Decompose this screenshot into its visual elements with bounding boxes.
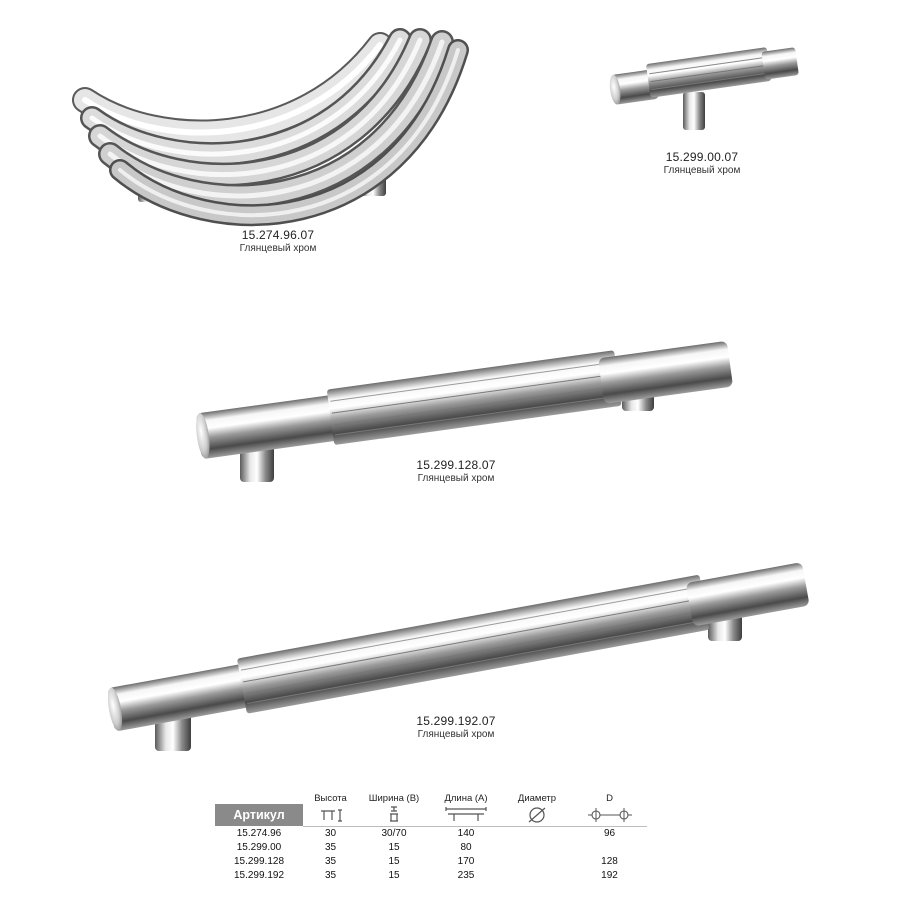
product-code: 15.299.128.07 [416, 458, 496, 472]
product-finish: Глянцевый хром [239, 243, 317, 254]
table-row [215, 854, 647, 868]
table-row [215, 840, 647, 854]
product-caption [356, 458, 556, 486]
t-knob-image [607, 43, 799, 130]
height-cell: 35 [324, 869, 337, 881]
product-caption [602, 150, 802, 178]
table-row [215, 868, 647, 882]
product-finish: Глянцевый хром [417, 473, 495, 484]
product-caption [356, 714, 556, 742]
article-cell: 15.274.96 [236, 827, 282, 839]
table-row [215, 826, 647, 840]
center-distance-cell: 128 [601, 855, 618, 867]
spec-header-labels [215, 788, 647, 804]
center-distance-cell: 192 [601, 869, 618, 881]
length-cell: 140 [457, 827, 475, 839]
curved-ribbed-handle-image [85, 40, 458, 215]
product-caption [178, 228, 378, 256]
width-cell: 30/70 [381, 827, 407, 839]
width-cell: 15 [388, 869, 400, 881]
diameter-icon [502, 804, 572, 826]
product-finish: Глянцевый хром [417, 729, 495, 740]
center-distance-cell [572, 840, 647, 854]
article-cell: 15.299.192 [233, 869, 285, 881]
height-cell: 35 [324, 841, 337, 853]
product-finish: Глянцевый хром [663, 165, 741, 176]
spec-header-icons [215, 804, 647, 826]
diameter-cell [502, 840, 572, 854]
article-cell: 15.299.00 [236, 841, 282, 853]
length-cell: 235 [457, 869, 475, 881]
spec-table [215, 788, 647, 882]
height-cell: 35 [324, 855, 337, 867]
width-cell: 15 [388, 855, 400, 867]
width-cell: 15 [388, 841, 400, 853]
article-cell: 15.299.128 [233, 855, 285, 867]
column-label-diameter: Диаметр [517, 793, 557, 804]
height-cell: 30 [324, 827, 337, 839]
center-distance-icon [572, 804, 647, 826]
product-code: 15.299.00.07 [665, 150, 739, 164]
column-label-center-distance: D [606, 793, 613, 804]
product-code: 15.274.96.07 [241, 228, 315, 242]
column-label-width: Ширина (B) [368, 793, 420, 804]
diameter-cell [502, 868, 572, 882]
center-distance-cell: 96 [603, 827, 616, 839]
diameter-cell [502, 854, 572, 868]
column-label-height: Высота [314, 793, 347, 804]
height-icon [303, 804, 358, 826]
length-cell: 170 [457, 855, 475, 867]
product-code: 15.299.192.07 [416, 714, 496, 728]
column-label-length: Длина (A) [444, 793, 488, 804]
diameter-cell [502, 826, 572, 840]
length-icon [430, 804, 502, 826]
length-cell: 80 [460, 841, 472, 853]
article-header: Артикул [215, 804, 303, 826]
width-icon [358, 804, 430, 826]
